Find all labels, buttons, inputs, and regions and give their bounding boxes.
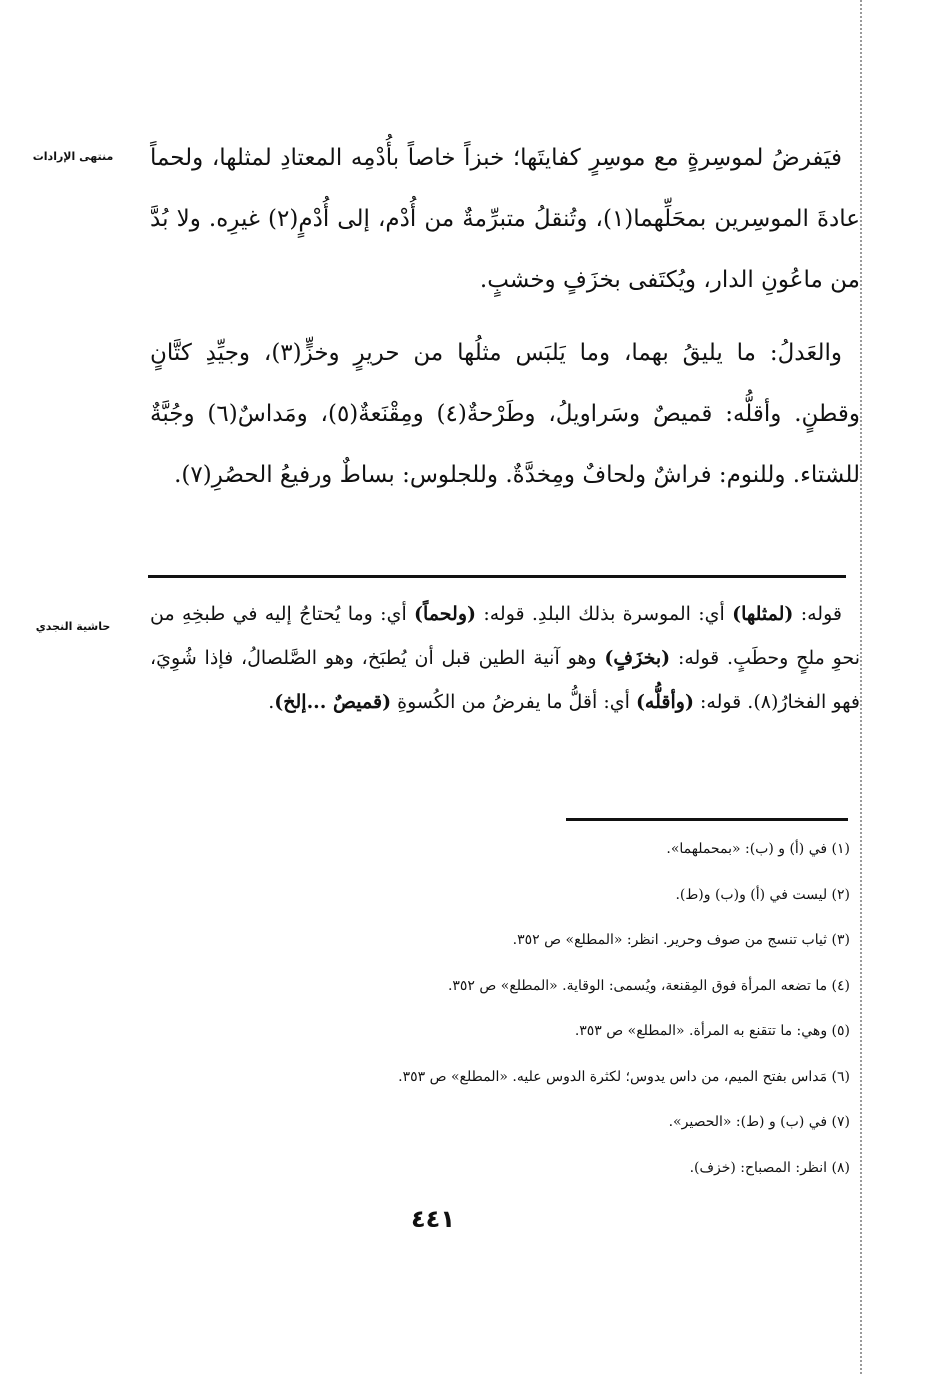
main-paragraph-1: فيَفرضُ لموسِرةٍ مع موسِرٍ كفايتَها؛ خبزاً خاصاً بأُدْمِه المعتادِ لمثلها، ولحماً عادةَ الموسِرين بمحَلِّهما(١)، وتُنقلُ متبرِّمةٌ من أُدْم، إلى أُدْمٍ(٢) غيرِه. ولا بُدَّ من ماعُونِ الدار، ويُكتَفى بخزَفٍ وخشبٍ. [150,145,861,293]
hashiya-keyword-wa-lahman: (ولحماً) [414,603,477,625]
footnote-item: (٨) انظر: المصباح: (خزف). [689,1159,850,1176]
hashiya-text-6: . [268,691,275,713]
footnote-item: (٥) وهي: ما تتقنع به المرأة. «المطلع» ص ٣٥٣. [574,1023,850,1039]
hashiya-text-1: قوله: [793,603,842,625]
hashiya-text-4: وهو آنية الطين قبل أن يُطبَخ، وهو الصَّلصالُ، فإذا شُوِيَ، فهو الفخارُ(٨). قوله: [150,647,860,713]
footnote-item: (٦) مَداس بفتح الميم، من داس يدوس؛ لكثرة الدوس عليه. «المطلع» ص ٣٥٣. [398,1068,850,1085]
hashiya-text-5: أي: أقلُّ ما يفرضُ من الكُسوةِ [391,691,636,713]
hashiya-paragraph [150,592,860,724]
main-separator-rule [148,575,846,578]
hashiya-keyword-wa-aqalluhu: (وأقلُّه) [635,691,694,713]
footnote-item: (٧) في (ب) و (ط): «الحصير». [668,1114,850,1130]
hashiya-keyword-qamis: (قميصٌ ...إلخ) [274,691,392,713]
hashiya-keyword-lmithliha: (لمثلها) [732,603,794,625]
page-number: ٤٤١ [411,1205,455,1233]
hashiya-keyword-bikhazaf: (بخزَفٍ) [604,647,671,669]
hashiya-text-3: أي: وما يُحتاجُ إليه في طبخِهِ من نحوِ ملحٍ وحطَبٍ. قوله: [150,603,860,669]
footnote-separator-rule [566,818,848,821]
footnotes-list [150,832,850,1196]
footnote-item: (١) في (أ) و (ب): «بمحملهما». [666,841,850,857]
footnote-item: (٢) ليست في (أ) و(ب) و(ط). [675,886,850,903]
footnote-item: (٣) ثياب تنسج من صوف وحرير. انظر: «المطلع» ص ٣٥٢. [512,932,850,948]
hashiya-text-2: أي: الموسرة بذلك البلدِ. قوله: [476,603,733,625]
main-paragraph-2: والعَدلُ: ما يليقُ بهما، وما يَلبَس مثلُها من حريرٍ وخزٍّ(٣)، وجيِّدِ كتَّانٍ وقطنٍ. وأقلُّه: قميصٌ وسَراويلُ، وطَرْحةٌ(٤) ومِقْنَعةٌ(٥)، ومَداسٌ(٦) وجُبَّةٌ للشتاء. وللنوم: فراشٌ ولحافٌ ومِخدَّةٌ. وللجلوس: بساطٌ ورفيعُ الحصُرِ(٧). [150,340,861,488]
main-text-block [150,128,860,506]
hashiya-block [150,592,860,724]
side-label-hashiya: حاشية النجدي [35,620,111,633]
side-label-main-text: منتهى الإرادات [32,150,114,163]
footnote-item: (٤) ما تضعه المرأة فوق المِقنعة، ويُسمى: الوقاية. «المطلع» ص ٣٥٢. [447,977,850,994]
scan-dotted-edge [860,0,862,1374]
